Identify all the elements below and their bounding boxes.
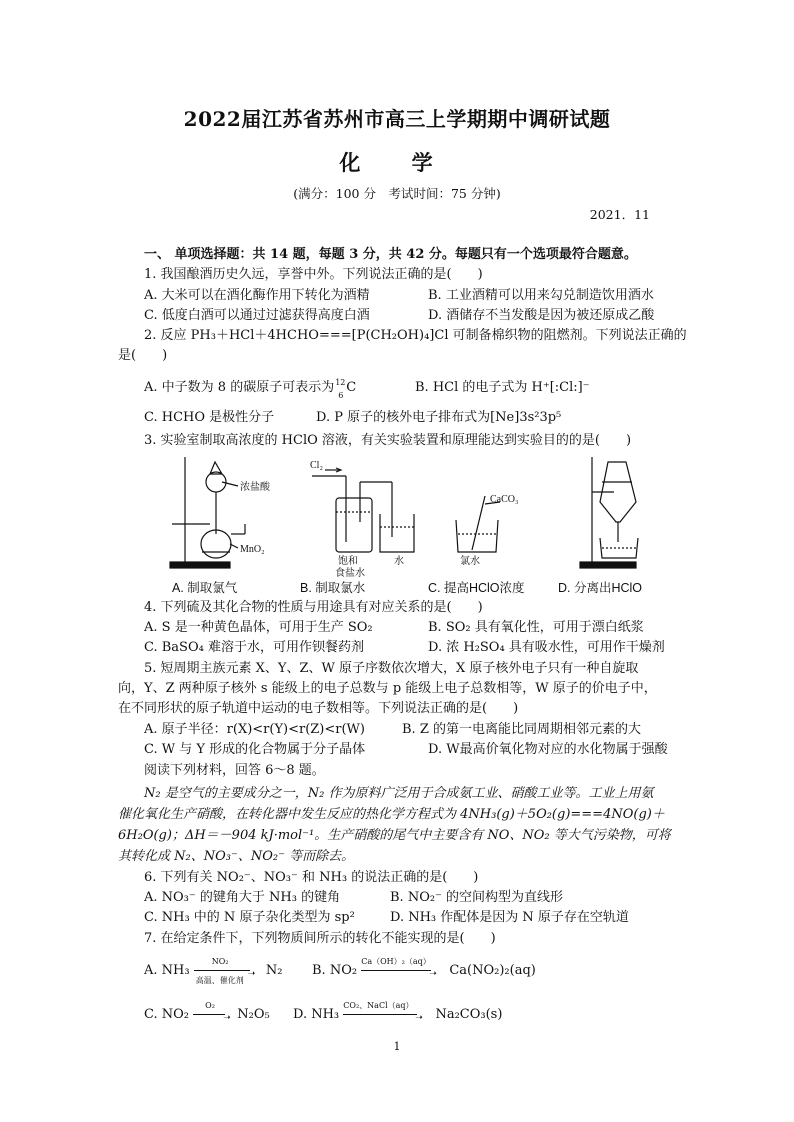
q4-stem: 4. 下列硫及其化合物的性质与用途具有对应关系的是( )	[144, 600, 483, 615]
q3-apparatus-figure	[160, 452, 670, 598]
subject-title: 化 学	[339, 150, 455, 175]
fig-label-water: 水	[394, 556, 404, 567]
q7-c-end: N₂O₅	[237, 1007, 270, 1022]
fig-label-salt-water: 食盐水	[335, 568, 365, 579]
q2-stem-line1: 2. 反应 PH₃＋HCl＋4HCHO===[P(CH₂OH)₄]Cl 可制备棉织物的阻燃剂。下列说法正确的	[144, 328, 687, 343]
q7-a-start: A. NH₃	[144, 963, 190, 978]
apparatus-d	[580, 457, 638, 568]
fig-label-conc-hcl: 浓盐酸	[240, 482, 270, 493]
q6-option-b: B. NO₂⁻ 的空间构型为直线形	[390, 890, 564, 905]
q7-c-above: O₂	[205, 1001, 215, 1010]
reaction-arrow-d	[343, 1001, 423, 1024]
q2-stem-line2: 是( )	[118, 348, 168, 363]
isotope-z: 6	[338, 391, 344, 400]
q3-stem: 3. 实验室制取高浓度的 HClO 溶液，有关实验装置和原理能达到实验目的的是( )	[144, 433, 632, 448]
q2-option-b: B. HCl 的电子式为 H⁺[:Cl:]⁻	[415, 380, 590, 395]
q3-option-c: C. 提高HClO浓度	[428, 581, 525, 595]
q6-option-a: A. NO₃⁻ 的键角大于 NH₃ 的键角	[144, 890, 341, 905]
q7-a-above: NO₂	[211, 957, 229, 966]
q2-option-a	[144, 378, 357, 400]
q1-stem: 1. 我国酿酒历史久远，享誉中外。下列说法正确的是( )	[144, 267, 483, 282]
fig-label-saturated: 饱和	[338, 556, 358, 567]
q4-option-b: B. SO₂ 具有氧化性，可用于漂白纸浆	[428, 620, 644, 635]
q3-option-d: D. 分离出HClO	[558, 581, 643, 595]
q4-option-c: C. BaSO₄ 难溶于水，可用作钡餐药剂	[144, 640, 364, 655]
q2-option-d: D. P 原子的核外电子排布式为[Ne]3s²3p⁵	[316, 410, 562, 425]
arrow-line-icon	[193, 1014, 225, 1015]
q7-b-above: Ca（OH）₂（aq）	[361, 957, 431, 966]
q7-option-b	[312, 957, 536, 980]
arrow-head-icon: ➝	[223, 1013, 231, 1023]
q5-stem-line3: 在不同形状的原子轨道中运动的电子数相等。下列说法正确的是( )	[118, 701, 519, 716]
q6-option-c: C. NH₃ 中的 N 原子杂化类型为 sp²	[144, 910, 355, 925]
reaction-arrow-a	[194, 957, 256, 985]
reading-line2: 催化氧化生产硝酸，在转化器中发生反应的热化学方程式为 4NH₃(g)＋5O₂(g)===4NO(g)＋	[118, 807, 665, 822]
isotope-symbol: C	[346, 380, 357, 395]
q7-d-above: CO₂、NaCl（aq）	[343, 1001, 414, 1010]
q6-stem: 6. 下列有关 NO₂⁻、NO₃⁻ 和 NH₃ 的说法正确的是( )	[144, 870, 479, 885]
q6-option-d: D. NH₃ 作配体是因为 N 原子存在空轨道	[390, 910, 629, 925]
q5-stem-line1: 5. 短周期主族元素 X、Y、Z、W 原子序数依次增大，X 原子核外电子只有一种自旋取	[144, 661, 639, 676]
q5-option-b: B. Z 的第一电离能比同周期相邻元素的大	[402, 722, 641, 737]
reading-line4: 其转化成 N₂、NO₃⁻、NO₂⁻ 等而除去。	[118, 849, 355, 864]
score-info: (满分：100 分 考试时间：75 分钟)	[293, 186, 501, 201]
q1-option-d: D. 酒储存不当发酸是因为被还原成乙酸	[428, 308, 655, 323]
exam-date: 2021．11	[589, 207, 650, 222]
arrow-head-icon: ➝	[415, 1013, 423, 1023]
q5-option-a: A. 原子半径：r(X)<r(Y)<r(Z)<r(W)	[144, 722, 365, 737]
q7-d-end: Na₂CO₃(s)	[435, 1007, 503, 1022]
q4-option-d: D. 浓 H₂SO₄ 具有吸水性，可用作干燥剂	[428, 640, 665, 655]
q5-stem-line2: 向，Y、Z 两种原子核外 s 能级上的电子总数与 p 能级上电子总数相等，W 原子的价电子中，	[118, 681, 657, 696]
q7-a-end: N₂	[265, 963, 283, 978]
paper-title: 2022届江苏省苏州市高三上学期期中调研试题	[183, 107, 611, 131]
q7-b-end: Ca(NO₂)₂(aq)	[449, 963, 536, 978]
q3-option-a: A. 制取氯气	[172, 581, 238, 595]
fig-label-cl2: Cl₂	[310, 460, 323, 471]
apparatus-a	[170, 457, 245, 568]
fig-label-mno2: MnO₂	[240, 544, 265, 555]
q1-option-b: B. 工业酒精可以用来勾兑制造饮用酒水	[428, 288, 654, 303]
q7-d-start: D. NH₃	[293, 1007, 340, 1022]
isotope-notation	[334, 378, 346, 400]
q7-option-c	[144, 1001, 270, 1024]
q4-option-a: A. S 是一种黄色晶体，可用于生产 SO₂	[144, 620, 373, 635]
q2-option-a-text: A. 中子数为 8 的碳原子可表示为	[144, 380, 335, 395]
isotope-mass: 12	[335, 378, 346, 387]
q7-option-d	[293, 1001, 503, 1024]
q2-option-c: C. HCHO 是极性分子	[144, 410, 275, 425]
apparatus-b	[312, 468, 414, 552]
q5-option-c: C. W 与 Y 形成的化合物属于分子晶体	[144, 742, 366, 757]
arrow-head-icon: ➝	[429, 969, 437, 979]
q3-option-b: B. 制取氯水	[300, 581, 366, 595]
fig-label-chlorine-water: 氯水	[460, 556, 480, 567]
fig-label-caco3: CaCO₃	[490, 494, 519, 505]
page-number: 1	[393, 1040, 401, 1053]
arrow-line-icon	[343, 1014, 417, 1015]
q7-a-below: 高温、催化剂	[195, 976, 244, 985]
q7-b-start: B. NO₂	[312, 963, 358, 978]
q5-option-d: D. W最高价氧化物对应的水化物属于强酸	[428, 742, 668, 757]
reading-line3: 6H₂O(g)；ΔH＝－904 kJ·mol⁻¹。生产硝酸的尾气中主要含有 NO、NO₂ 等大气污染物，可将	[118, 828, 671, 843]
arrow-line-icon	[361, 970, 431, 971]
section-heading: 一、 单项选择题：共 14 题，每题 3 分，共 42 分。每题只有一个选项最符合题意。	[144, 247, 637, 262]
reading-line1: N₂ 是空气的主要成分之一，N₂ 作为原料广泛用于合成氨工业、硝酸工业等。工业上用氨	[144, 786, 654, 801]
q7-stem: 7. 在给定条件下，下列物质间所示的转化不能实现的是( )	[144, 931, 496, 946]
q7-option-a	[144, 957, 283, 985]
arrow-line-icon	[194, 970, 250, 971]
q1-option-c: C. 低度白酒可以通过过滤获得高度白酒	[144, 308, 370, 323]
arrow-head-icon: ➝	[247, 969, 256, 979]
reading-intro: 阅读下列材料，回答 6～8 题。	[144, 763, 325, 778]
reaction-arrow-c	[193, 1001, 231, 1024]
q1-option-a: A. 大米可以在酒化酶作用下转化为酒精	[144, 288, 370, 303]
reaction-arrow-b	[361, 957, 437, 980]
q7-c-start: C. NO₂	[144, 1007, 189, 1022]
